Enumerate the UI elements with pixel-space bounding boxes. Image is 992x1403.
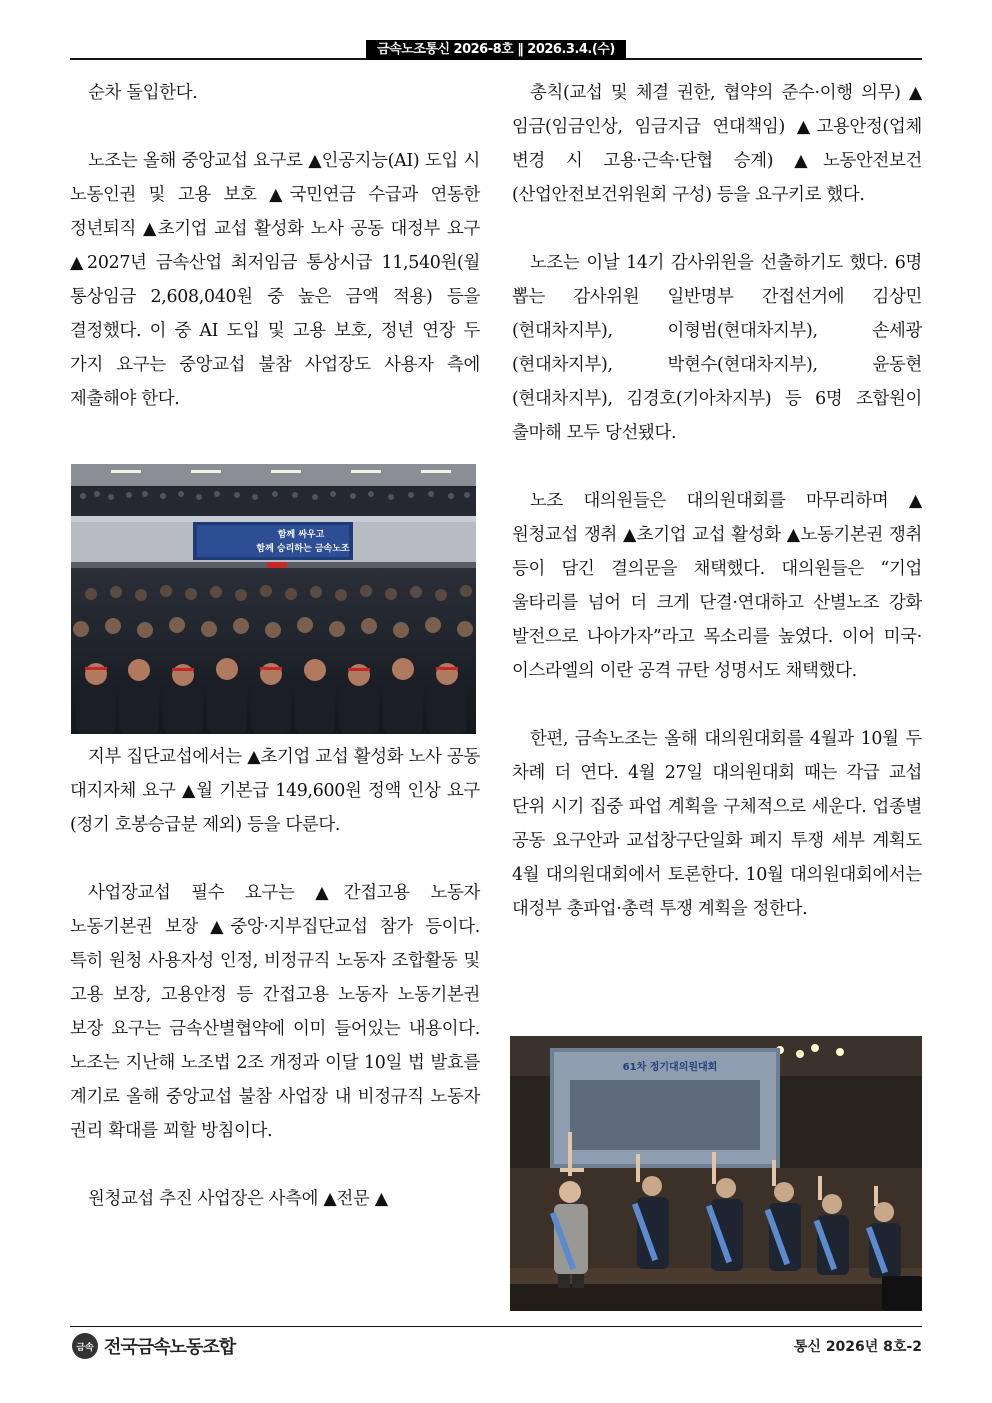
union-logo (72, 1333, 235, 1359)
footer-rule (70, 1326, 922, 1327)
paragraph: 노조 대의원들은 대의원대회를 마무리하며 ▲원청교섭 쟁취 ▲초기업 교섭 활성화 ▲노동기본권 쟁취 등이 담긴 결의문을 채택했다. 대의원들은 “기업 울타리를 넘어 더 크게 단결·연대하고 산별노조 강화 발전으로 나아가자”라고 목소리를 높였다. 이어 미국·이스라엘의 이란 공격 규탄 성명서도 채택했다. (512, 491, 922, 681)
banner-line-1: 함께 싸우고 (277, 530, 325, 540)
union-name: 전국금속노동조합 (104, 1337, 236, 1358)
paragraph: 지부 집단교섭에서는 ▲초기업 교섭 활성화 노사 공동 대지자체 요구 ▲월 기본급 149,600원 정액 인상 요구(정기 호봉승급분 제외) 등을 다룬다. (70, 747, 480, 835)
stage-resolution-photo (510, 1036, 922, 1311)
paragraph: 총칙(교섭 및 체결 권한, 협약의 준수·이행 의무) ▲임금(임금인상, 임금지급 연대책임) ▲고용안정(업체 변경 시 고용·근속·단협 승계) ▲노동안전보건(산업안전보건위원회 구성) 등을 요구키로 했다. (512, 83, 922, 205)
paragraph: 노조는 이날 14기 감사위원을 선출하기도 했다. 6명 뽑는 감사위원 일반명부 간접선거에 김상민(현대차지부), 이형범(현대차지부), 손세광(현대차지부), 박현수(현대차지부), 윤동현(현대차지부), 김경호(기아차지부) 등 6명 조합원이 출마해 모두 당선됐다. (512, 253, 922, 443)
union-logo-icon: 금속 (72, 1333, 98, 1359)
banner-line-2: 함께 승리하는 금속노조 (256, 544, 350, 554)
paragraph: 한편, 금속노조는 올해 대의원대회를 4월과 10월 두 차례 더 연다. 4월 27일 대의원대회 때는 각급 교섭 단위 시기 집중 파업 계획을 구체적으로 세운다. 업종별 공동 요구안과 교섭창구단일화 폐지 투쟁 세부 계획도 4월 대의원대회에서 토론한다. 10월 대의원대회에서는 대정부 총파업·총력 투쟁 계획을 정한다. (512, 729, 922, 919)
paragraph: 원청교섭 추진 사업장은 사측에 ▲전문 ▲ (88, 1189, 388, 1209)
paragraph: 노조는 올해 중앙교섭 요구로 ▲인공지능(AI) 도입 시 노동인권 및 고용 보호 ▲국민연금 수급과 연동한 정년퇴직 ▲초기업 교섭 활성화 노사 공동 대정부 요구 ▲2027년 금속산업 최저임금 통상시급 11,540원(월 통상임금 2,608,040원 중 높은 금액 적용) 등을 결정했다. 이 중 AI 도입 및 고용 보호, 정년 연장 두 가지 요구는 중앙교섭 불참 사업장도 사용자 측에 제출해야 한다. (70, 151, 480, 409)
paragraph: 순차 돌입한다. (88, 83, 198, 103)
right-column (512, 76, 922, 926)
paragraph: 사업장교섭 필수 요구는 ▲간접고용 노동자 노동기본권 보장 ▲중앙·지부집단교섭 참가 등이다. 특히 원청 사용자성 인정, 비정규직 노동자 조합활동 및 고용 보장, 고용안정 등 간접고용 노동자 노동기본권 보장 요구는 금속산별협약에 이미 들어있는 내용이다. 노조는 지난해 노조법 2조 개정과 이달 10일 법 발효를 계기로 올해 중앙교섭 불참 사업장 내 비정규직 노동자 권리 확대를 꾀할 방침이다. (70, 883, 480, 1141)
screen-title: 61차 정기대의원대회 (622, 1062, 718, 1073)
page-label: 통신 2026년 8호-2 (793, 1339, 922, 1355)
header-title: 금속노조통신 2026-8호 ‖ 2026.3.4.(수) (366, 40, 626, 60)
assembly-crowd-photo (71, 464, 476, 734)
